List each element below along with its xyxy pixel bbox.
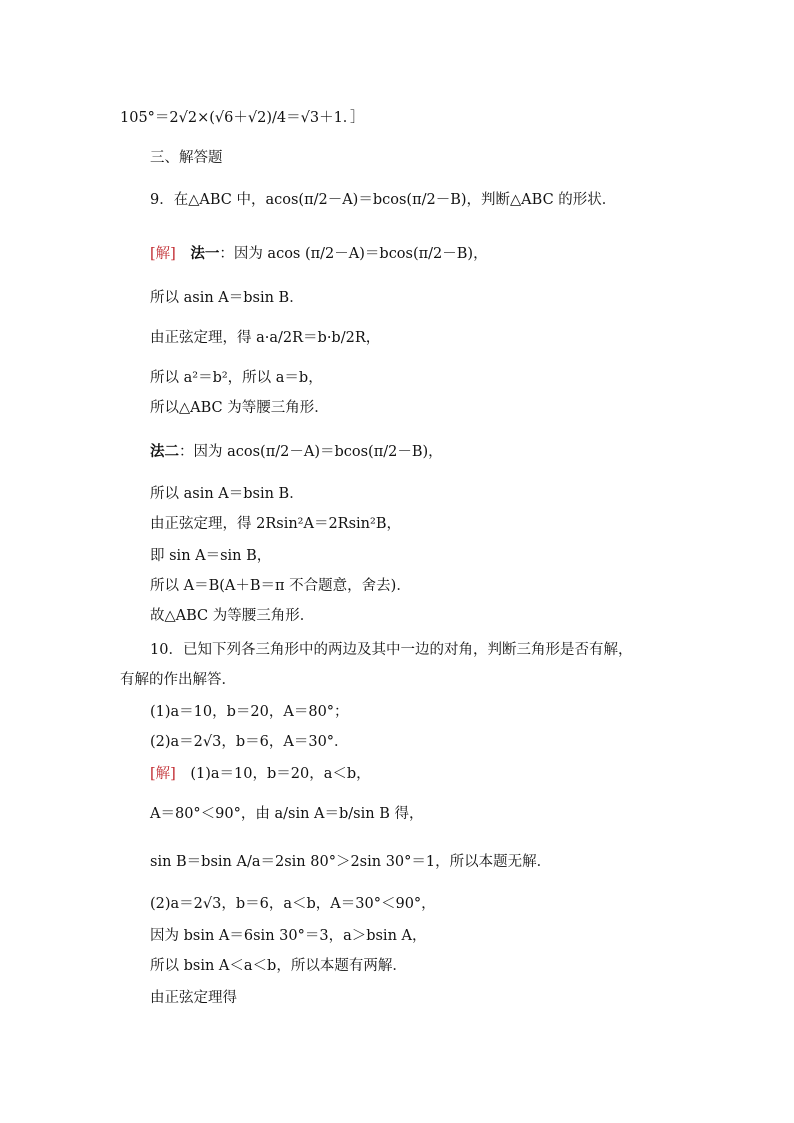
solution-marker: [解] bbox=[150, 766, 176, 782]
line-8: 所以△ABC 为等腰三角形． bbox=[150, 400, 329, 416]
line-11: 由正弦定理，得 2Rsin²A＝2Rsin²B， bbox=[150, 516, 401, 532]
line-16: 有解的作出解答． bbox=[120, 672, 236, 688]
line-13: 所以 A＝B(A＋B＝π 不合题意，舍去)． bbox=[150, 578, 411, 594]
line-7: 所以 a²＝b²，所以 a＝b， bbox=[150, 370, 323, 386]
method-label: 法一 bbox=[190, 245, 220, 262]
line-21: sin B＝bsin A/a＝2sin 80°＞2sin 30°＝1，所以本题无解． bbox=[150, 854, 552, 870]
line-20: A＝80°＜90°，由 a/sin A＝b/sin B 得， bbox=[150, 806, 424, 822]
problem-10: 10．已知下列各三角形中的两边及其中一边的对角，判断三角形是否有解， bbox=[150, 642, 633, 658]
line-6: 由正弦定理，得 a·a/2R＝b·b/2R， bbox=[150, 330, 381, 346]
line-18: (2)a＝2√3，b＝6，A＝30°． bbox=[150, 734, 349, 750]
method-label: 法二 bbox=[150, 443, 179, 460]
line-12: 即 sin A＝sin B， bbox=[150, 548, 272, 564]
line-24: 所以 bsin A＜a＜b，所以本题有两解． bbox=[150, 958, 407, 974]
line-text: 105°＝2√2×(√6＋√2)/4＝√3＋1．］ bbox=[120, 110, 365, 126]
solution-9-method-1: [解] 法一：因为 acos (π/2－A)＝bcos(π/2－B)， bbox=[150, 245, 488, 262]
line-14: 故△ABC 为等腰三角形． bbox=[150, 608, 315, 624]
section-heading: 三、解答题 bbox=[150, 150, 223, 166]
line-10: 所以 asin A＝bsin B． bbox=[150, 486, 304, 502]
line-17: (1)a＝10，b＝20，A＝80°； bbox=[150, 704, 349, 720]
line-5: 所以 asin A＝bsin B． bbox=[150, 290, 304, 306]
solution-marker: [解] bbox=[150, 246, 176, 262]
line-25: 由正弦定理得 bbox=[150, 990, 237, 1006]
line-23: 因为 bsin A＝6sin 30°＝3，a＞bsin A， bbox=[150, 928, 427, 944]
problem-9: 9．在△ABC 中，acos(π/2－A)＝bcos(π/2－B)，判断△ABC 的形状． bbox=[150, 192, 617, 208]
line-1 bbox=[0, 108, 794, 128]
solution-9-method-2: 法二：因为 acos(π/2－A)＝bcos(π/2－B)， bbox=[150, 443, 443, 460]
line-22: (2)a＝2√3，b＝6，a＜b，A＝30°＜90°， bbox=[150, 896, 436, 912]
solution-10: [解] (1)a＝10，b＝20，a＜b， bbox=[150, 766, 371, 782]
